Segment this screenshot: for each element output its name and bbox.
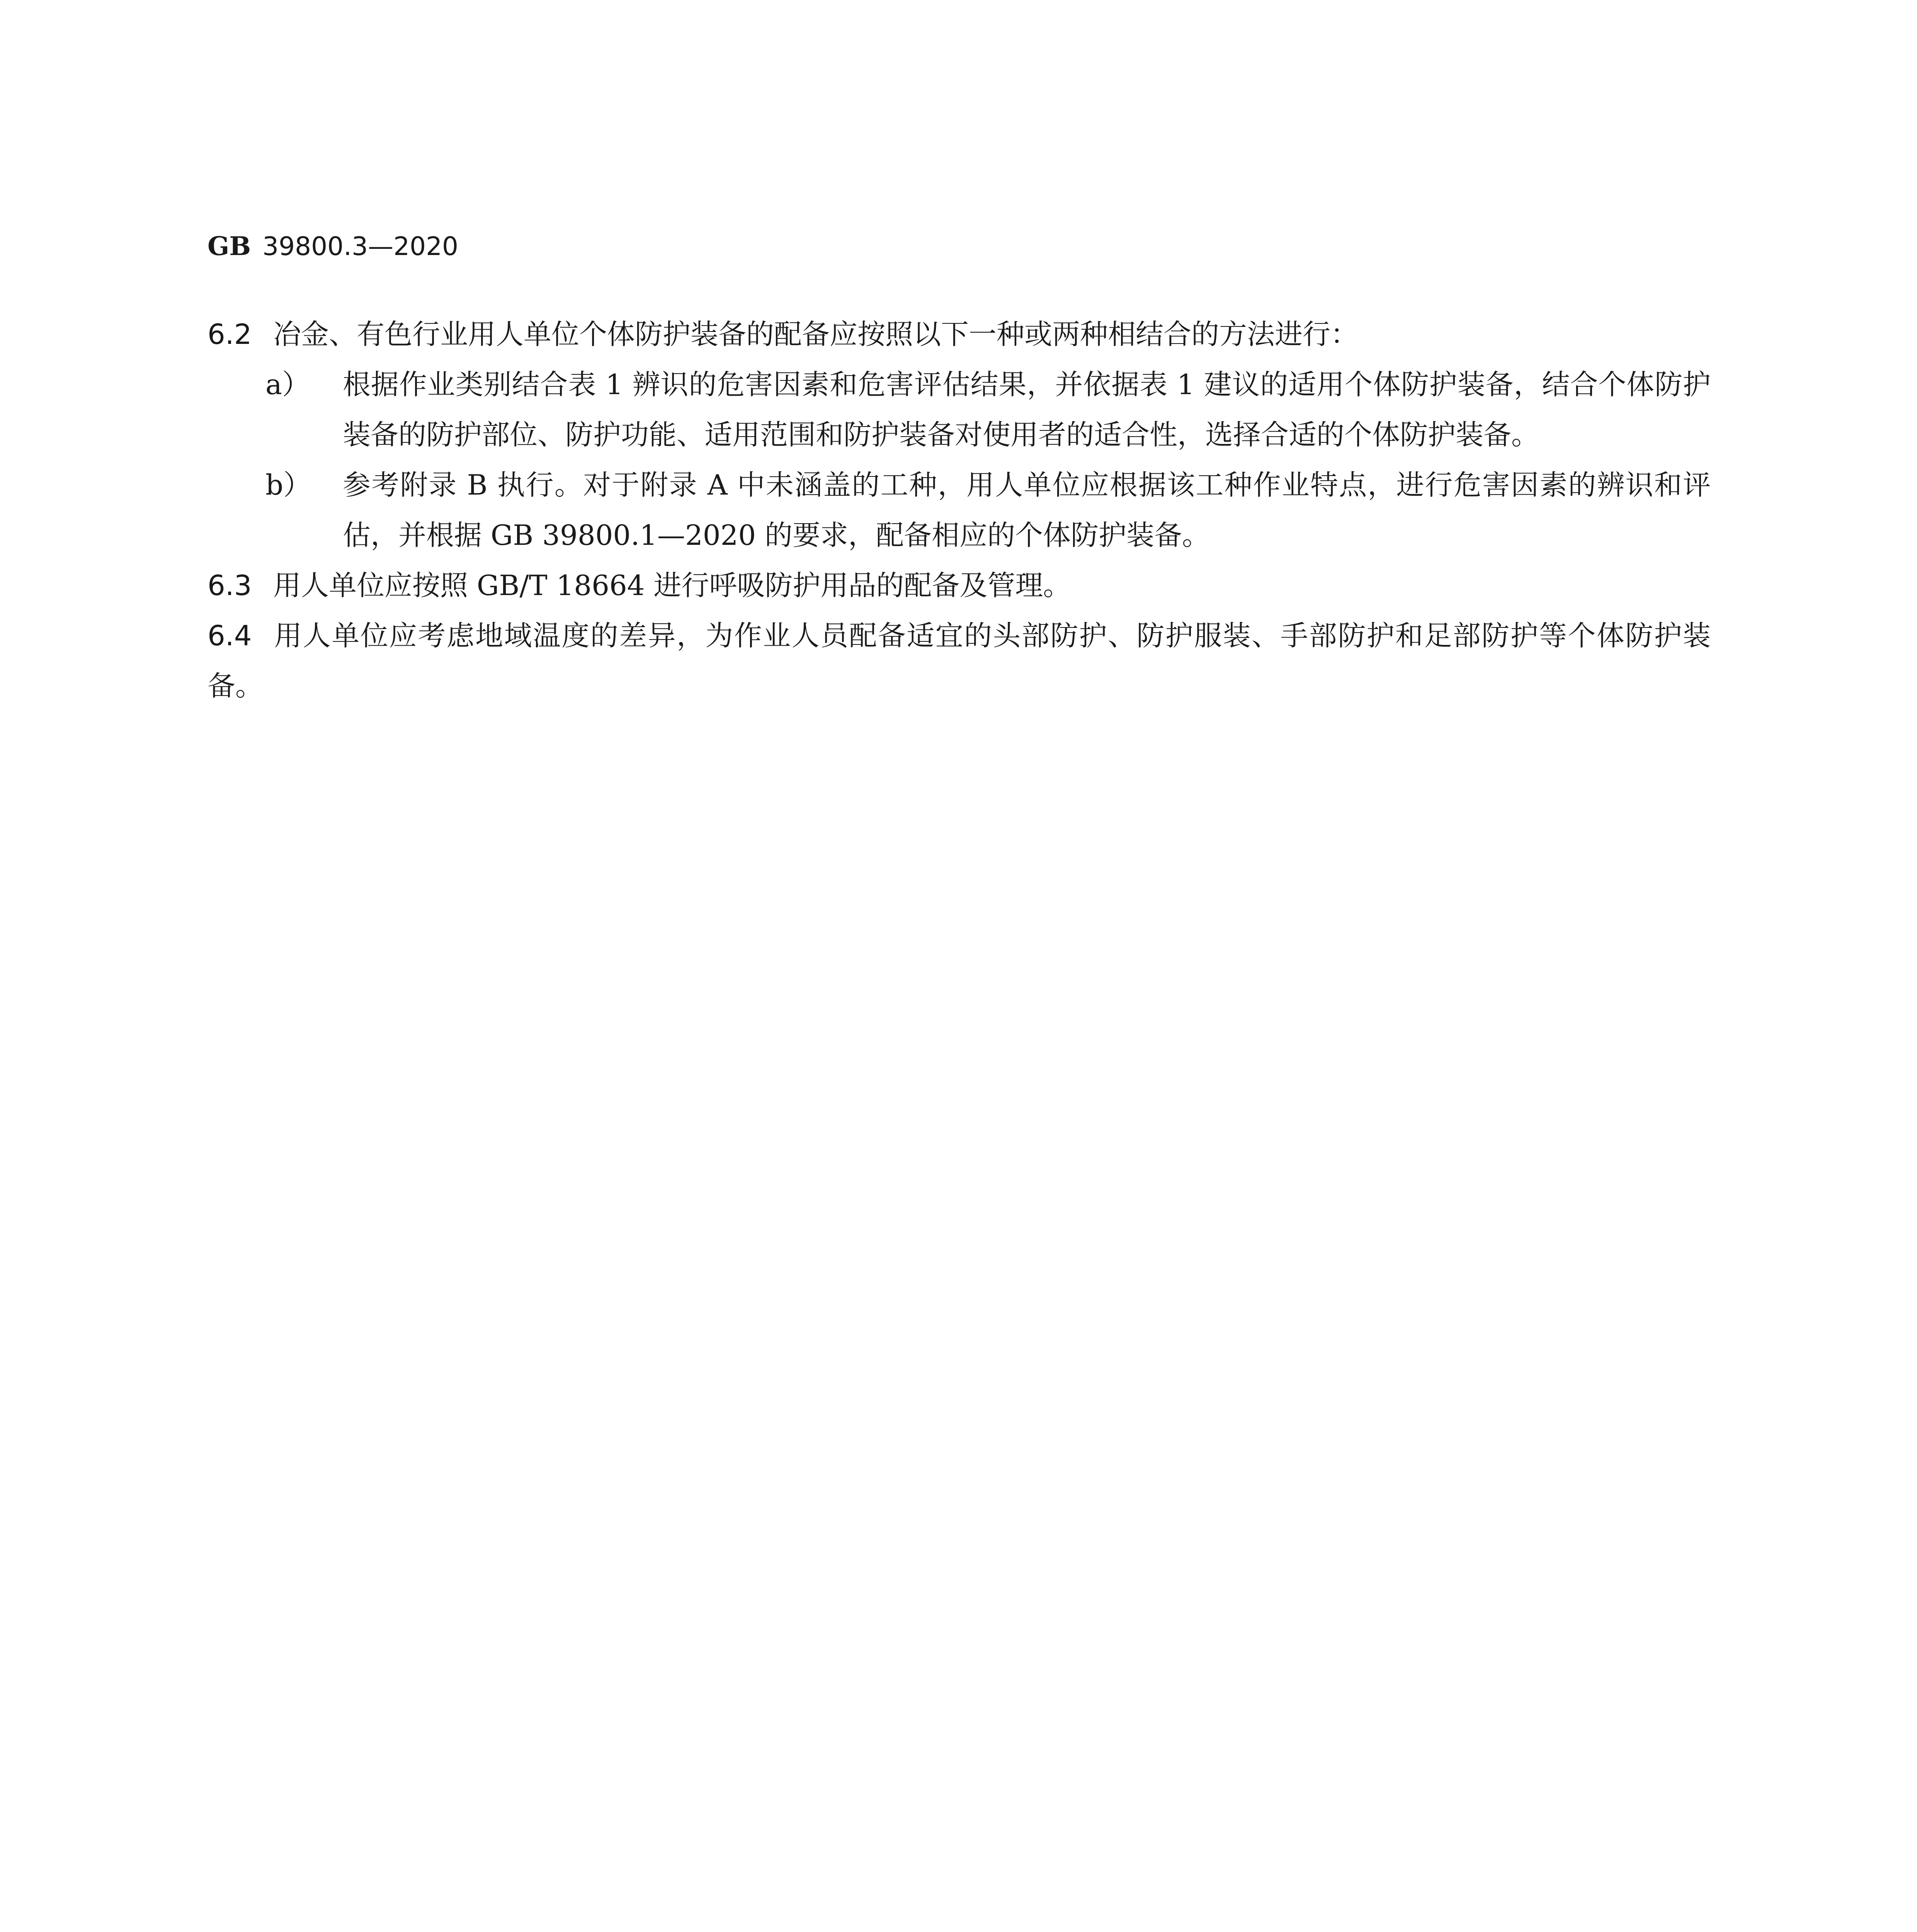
clause-text: 用人单位应按照 GB/T 18664 进行呼吸防护用品的配备及管理。 <box>273 569 1071 602</box>
standard-header <box>208 229 458 264</box>
list-item-text: 根据作业类别结合表 1 辨识的危害因素和危害评估结果，并依据表 1 建议的适用个体防护装备，结合个体防护装备的防护部位、防护功能、适用范围和防护装备对使用者的适合性，选择合适的个体防护装备。 <box>343 368 1711 451</box>
list-item-label: a） <box>265 368 310 401</box>
standard-prefix: GB <box>208 231 251 261</box>
clause-number: 6.4 <box>208 619 252 652</box>
list-item-label: b） <box>265 469 311 501</box>
clause-number: 6.2 <box>208 318 252 350</box>
document-body <box>208 309 1711 711</box>
clause-6-3 <box>208 560 1711 611</box>
clause-number: 6.3 <box>208 569 252 602</box>
clause-6-4 <box>208 611 1711 711</box>
clause-6-2 <box>208 309 1711 359</box>
standard-number: 39800.3—2020 <box>262 231 459 261</box>
list-item-text: 参考附录 B 执行。对于附录 A 中未涵盖的工种，用人单位应根据该工种作业特点，进行危害因素的辨识和评估，并根据 GB 39800.1—2020 的要求，配备相应的个体防护装备。 <box>343 469 1711 551</box>
list-item-a <box>208 359 1711 460</box>
clause-text: 冶金、有色行业用人单位个体防护装备的配备应按照以下一种或两种相结合的方法进行： <box>273 318 1359 350</box>
list-item-b <box>208 460 1711 560</box>
clause-text: 用人单位应考虑地域温度的差异，为作业人员配备适宜的头部防护、防护服装、手部防护和足部防护等个体防护装备。 <box>208 619 1711 702</box>
